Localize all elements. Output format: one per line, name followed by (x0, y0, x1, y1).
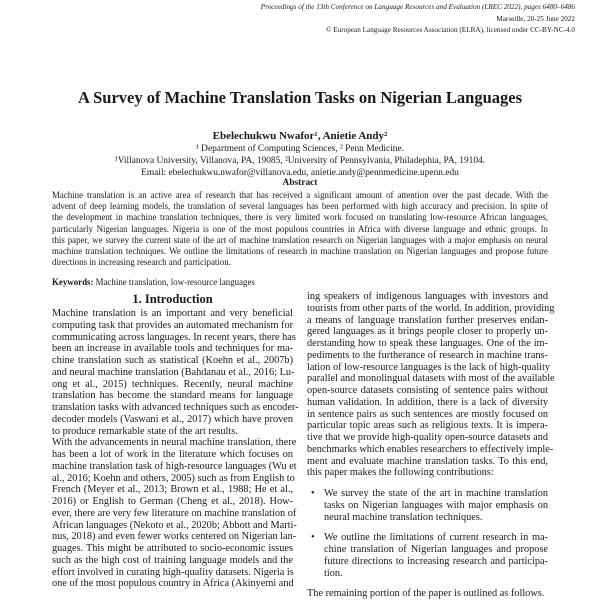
authors: Ebelechukwu Nwafor¹, Anietie Andy² (212, 130, 388, 142)
intro-paragraph-2 (52, 437, 297, 590)
text-line: The remaining portion of the paper is outlined as follows. (307, 588, 545, 600)
paper-title: A Survey of Machine Translation Tasks on Nigerian Languages (77, 88, 523, 107)
text-line: tasks on Nigerian languages with major emphasis on (324, 499, 548, 511)
text-line: decoder models (Vaswani et al., 2017) which have proven (52, 413, 293, 425)
text-line: tourists from other parts of the world. In addition, providing (307, 302, 555, 314)
text-line: parallel and monolingual datasets with most of the available (307, 373, 555, 385)
text-line: such as the high cost of training language models and the (52, 554, 293, 566)
proceedings-text: Proceedings of the 13th Conference on Language Resources and Evaluation (LREC 2022), pages 6480–6486 (260, 3, 575, 11)
text-line: neural machine translation techniques. (324, 511, 483, 523)
location-date: Marseille, 20-25 June 2022 (496, 15, 575, 23)
text-line: derstanding how to speak these languages. One of the im- (307, 338, 548, 349)
text-line: one of the most populous country in Africa (Akinyemi and (52, 578, 294, 590)
right-column (307, 291, 555, 600)
text-line: ing speakers of indigenous languages with investors and (307, 291, 548, 302)
text-line: this paper, we survey the current state of the art of machine translation research on Nigerian languages with a major emphasis on neural (52, 234, 548, 245)
text-line: to produce remarkable state of the art results. (52, 425, 238, 437)
text-line: ong et al., 2015) techniques. Recently, neural machine (52, 378, 293, 390)
text-line: translation has become the standard means for language (52, 390, 293, 402)
text-line: this paper makes the following contributions: (307, 467, 494, 479)
text-line: ever, there are very few literature on machine translation of (52, 507, 297, 519)
affiliation-departments: ¹ Department of Computing Sciences, ² Penn Medicine. (196, 144, 404, 154)
text-line: benchmarks which enables researchers to effectively imple- (307, 443, 554, 455)
text-line: directions in increasing research and participation. (52, 257, 231, 268)
left-column (52, 308, 299, 590)
text-line: al., 2016; Koehn and others, 2005) such as from English to (52, 472, 295, 484)
contribution-text (324, 532, 548, 579)
text-line: translation tasks with advanced techniques such as encoder- (52, 402, 299, 413)
closing-paragraph (307, 588, 548, 600)
proceedings-header (261, 2, 575, 13)
text-line: open-source datasets consisting of sentence pairs without (307, 385, 548, 396)
text-line: communicating across languages. In recent years, there has (52, 331, 296, 343)
intro-paragraph-1 (52, 308, 299, 437)
abstract-body (52, 190, 548, 268)
abstract-heading: Abstract (282, 178, 318, 188)
bullet-icon: • (311, 532, 315, 544)
text-line: nus, 2018) and even fewer works centered on Nigerian lan- (52, 531, 297, 543)
text-line: We survey the state of the art in machine translation (324, 488, 548, 499)
text-line: ment and evaluate machine translation tasks. To this end, (307, 455, 548, 467)
text-line: human validation. In addition, there is a lack of diversity (307, 396, 548, 408)
text-line: French (Meyer et al., 2013; Brown et al., 1988; He et al., (52, 484, 293, 496)
contribution-text (324, 488, 548, 523)
contributions-list (307, 488, 548, 579)
license-notice: © European Language Resources Association (ELRA), licensed under CC-BY-NC-4.0 (326, 26, 575, 34)
text-line: in sentence pairs as such sentences are mostly focused on (307, 408, 548, 420)
text-line: chine translation such as statistical (Koehn et al., 2007b) (52, 355, 293, 366)
intro-paragraph-3 (307, 291, 555, 479)
text-line: 2016) or English to German (Cheng et al., 2018). How- (52, 496, 293, 507)
contribution-item (307, 488, 548, 523)
keywords (52, 277, 255, 287)
text-line: Machine translation is an important and very beneficial (52, 308, 293, 319)
text-line: and neural machine translation (Bahdanau et al., 2016; Lu- (52, 366, 295, 378)
text-line: the development in machine translation techniques, there is very limited work focused on translating low-resource African languages, (52, 212, 548, 223)
text-line: advent of deep learning models, the translation of several languages has been performed with high accuracy and precision. In spite of (52, 201, 548, 212)
section-heading-introduction: 1. Introduction (132, 292, 213, 306)
text-line: particularly Nigerian languages. Nigeria is one of the most populous countries in Africa with diverse language and ethnic groups. In (52, 223, 548, 234)
text-line: machine translation techniques. We outline the limitations of research in machine translation on Nigerian languages and propose future (52, 246, 548, 257)
text-line: been an increase in available tools and techniques for ma- (52, 343, 293, 355)
bullet-icon: • (311, 488, 315, 499)
text-line: gered languages as it brings people closer to properly un- (307, 326, 548, 338)
text-line: lation of low-resource languages is the lack of high-quality (307, 361, 551, 373)
text-line: chine translation of Nigerian languages and propose (324, 544, 548, 555)
text-line: future directions to increasing research and participa- (324, 555, 548, 567)
text-line: computing task that provides an automated mechanism for (52, 319, 294, 331)
author-emails: Email: ebelechukwu.nwafor@villanova.edu, anietie.andy@pennmedicine.upenn.edu (141, 168, 459, 178)
text-line: has been a lot of work in the literature which focuses on (52, 449, 293, 460)
text-line: We outline the limitations of current research in ma- (324, 532, 548, 544)
text-line: pediments to the furtherance of research in machine trans- (307, 349, 548, 361)
keywords-label: Keywords: (52, 277, 94, 287)
text-line: a means of language translation further preserves endan- (307, 314, 548, 326)
affiliation-universities: ¹Villanova University, Villanova, PA, 19085, ²University of Pennsylvania, Philadephia, PA, 19104. (114, 156, 486, 166)
text-line: tion. (324, 567, 343, 579)
contribution-item (307, 532, 548, 579)
text-line: African languages (Nekoto et al., 2020b; Abbott and Marti- (52, 519, 297, 531)
text-line: particular topic areas such as religious texts. It is impera- (307, 420, 548, 432)
keywords-value: Machine translation, low-resource languages (93, 277, 255, 287)
text-line: effort involved in curating high-quality datasets. Nigeria is (52, 566, 294, 578)
text-line: machine translation task of high-resource languages (Wu et (52, 460, 297, 472)
text-line: guages. This might be attributed to socio-economic issues (52, 543, 293, 554)
text-line: tive that we provide high-quality open-source datasets and (307, 432, 548, 443)
text-line: With the advancements in neural machine translation, there (52, 437, 297, 449)
text-line: Machine translation is an active area of research that has received a significant amount of attention over the past decade. With the (52, 190, 548, 200)
